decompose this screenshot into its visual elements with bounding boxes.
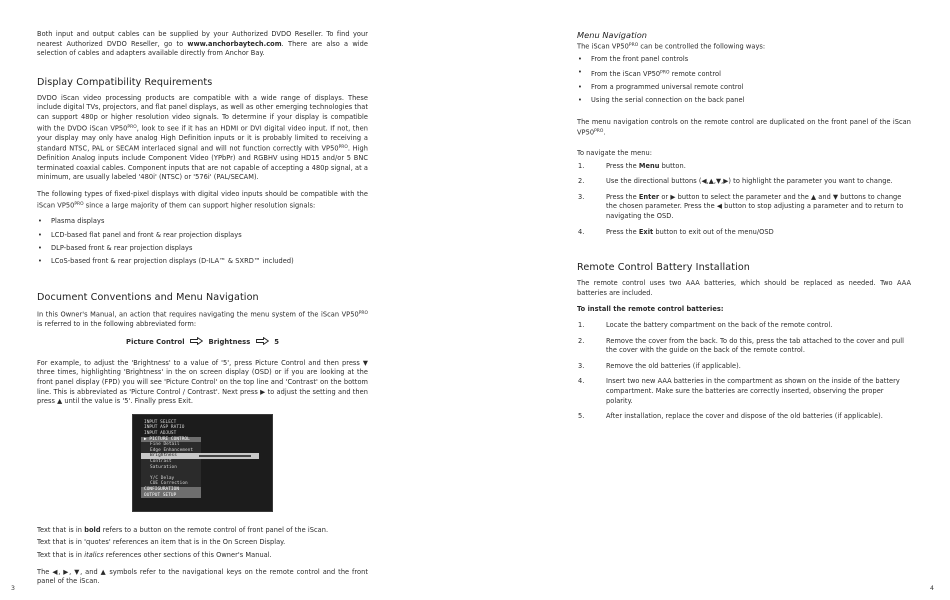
list-item-text: Using the serial connection on the back panel <box>591 95 745 104</box>
osd-menu-screenshot <box>132 414 273 512</box>
step-text: After installation, replace the cover and dispose of the old batteries (if applicable). <box>606 412 883 421</box>
nav-path-step: Picture Control <box>126 338 185 347</box>
list-item <box>37 257 368 267</box>
display-compat-para2: The following types of fixed-pixel displays with digital video inputs should be compatible with the iScan $VP50^{PRO}$ since a large majority of them can support higher resolution signals: <box>37 189 368 209</box>
right-page <box>475 0 950 600</box>
duplicated-controls-note: The menu navigation controls on the remote control are duplicated on the front panel of the iScan $VP50^{PRO}$. <box>577 117 911 137</box>
menu-nav-heading: Menu Navigation <box>577 30 647 40</box>
step-item <box>577 162 911 172</box>
bullet-icon: • <box>38 230 42 239</box>
step-number: 5. <box>578 412 585 421</box>
intro-paragraph: Both input and output cables can be supplied by your Authorized DVDO Reseller. To find your nearest Authorized DVDO Reseller, go to www.anchorbaytech.com. There are also a wide selection of cables and adapters available directly from Anchor Bay. <box>37 30 369 58</box>
step-text: Insert two new AAA batteries in the compartment as shown on the inside of the battery compartment. Make sure the batteries are correctly inserted, observing the proper polarity. <box>606 377 900 405</box>
bullet-icon: • <box>578 82 582 91</box>
osd-menu-item: CONFIGURATION <box>141 487 201 493</box>
step-text: Remove the old batteries (if applicable). <box>606 361 741 370</box>
osd-menu <box>141 420 259 498</box>
list-item <box>577 96 911 106</box>
page-number: 4 <box>930 585 934 592</box>
step-number: 3. <box>578 361 585 370</box>
osd-menu-item: INPUT SELECT <box>144 419 177 425</box>
step-item <box>577 377 911 406</box>
list-item <box>577 68 911 79</box>
osd-menu-item: OUTPUT SETUP <box>141 493 201 499</box>
step-item <box>577 362 911 372</box>
step-item <box>577 193 911 222</box>
bullet-icon: • <box>38 217 42 226</box>
step-text: Locate the battery compartment on the back of the remote control. <box>606 321 833 330</box>
step-text: Use the directional buttons (◀,▲,▼,▶) to highlight the parameter you want to change. <box>606 177 893 186</box>
list-item <box>577 55 911 65</box>
bold-convention-note: Text that is in bold refers to a button on the remote control of front panel of the iScan. <box>37 525 329 534</box>
osd-value-bar <box>199 455 251 458</box>
navigate-steps-list <box>577 162 911 238</box>
list-item-text: From a programmed universal remote control <box>591 82 744 91</box>
quotes-convention-note: Text that is in 'quotes' references an item that is in the On Screen Display. <box>37 538 286 547</box>
battery-steps-list <box>577 321 911 422</box>
step-item <box>577 337 911 356</box>
list-item-text: DLP-based front & rear projection displays <box>51 243 193 252</box>
osd-selected-label: Brightness <box>150 453 177 459</box>
doc-conventions-heading: Document Conventions and Menu Navigation <box>37 291 259 303</box>
osd-menu-item-active: ▶ PICTURE CONTROL <box>141 437 201 443</box>
battery-subheading: To install the remote control batteries: <box>577 305 724 314</box>
step-number: 3. <box>578 192 585 201</box>
bullet-icon: • <box>578 95 582 104</box>
symbols-convention-note: The ◀, ▶, ▼, and ▲ symbols refer to the navigational keys on the remote control and the front panel of the iScan. <box>37 567 368 586</box>
nav-path-step: Brightness <box>208 338 251 347</box>
menu-nav-intro: The iScan $VP50^{PRO}$ can be controlled the following ways: <box>577 42 766 51</box>
list-item-text: LCoS-based front & rear projection displays (D-ILA™ & SXRD™ included) <box>51 257 294 266</box>
step-text: Press the Exit button to exit out of the menu/OSD <box>606 227 774 236</box>
list-item <box>37 231 368 241</box>
step-number: 1. <box>578 161 585 170</box>
list-item <box>577 83 911 93</box>
doc-conventions-para1: In this Owner's Manual, an action that requires navigating the menu system of the iScan $VP50^{PRO}$ is referred to in the following abbreviated form: <box>37 310 368 328</box>
list-item-text: LCD-based flat panel and front & rear projection displays <box>51 230 242 239</box>
italics-convention-note: Text that is in italics references other sections of this Owner's Manual. <box>37 550 272 559</box>
osd-submenu-item: Contrast <box>141 459 201 465</box>
osd-submenu-item: CUE Correction <box>141 481 201 487</box>
step-number: 2. <box>578 177 585 186</box>
control-methods-list <box>577 55 911 106</box>
osd-submenu-item: Y/C Delay <box>141 476 201 482</box>
bullet-icon: • <box>578 54 582 63</box>
list-item <box>37 217 368 227</box>
left-column <box>37 30 368 594</box>
list-item <box>37 244 368 254</box>
step-item <box>577 177 911 187</box>
list-item-text: Plasma displays <box>51 217 105 226</box>
step-number: 2. <box>578 336 585 345</box>
list-item-text: From the front panel controls <box>591 54 689 63</box>
step-number: 4. <box>578 377 585 386</box>
outline-arrow-icon <box>256 337 269 345</box>
step-item <box>577 228 911 238</box>
display-compat-para1: DVDO iScan video processing products are compatible with a wide range of displays. These include digital TVs, projectors, and flat panel displays, as well as other emerging technologies that can support 480p or higher resolution video signals. To determine if your display is compatible with the DVDO iScan $VP50^{PRO}$, look to see if it has an HDMI or DVI digital video input. If not, then your display may only have analog High Definition inputs or it is probably limited to receiving a standard NTSC, PAL or SECAM interlaced signal and will not function correctly with $VP50^{PRO}$. High Definition Analog inputs include Component Video (YPbPr) and RGBHV using HD15 and/or 5 BNC terminated coaxial cables. Component inputs that are not capable of accepting a 480p signal, at a minimum, are usually labeled '480i' (NTSC) or '576i' (PAL/SECAM). <box>37 93 368 182</box>
outline-arrow-icon <box>190 337 203 345</box>
osd-menu-item: INPUT ASP RATIO <box>144 425 185 431</box>
to-navigate-label: To navigate the menu: <box>577 149 652 158</box>
nav-path-example <box>37 337 368 348</box>
right-column <box>577 30 911 430</box>
bullet-icon: • <box>578 68 582 77</box>
page-number: 3 <box>11 585 15 592</box>
osd-submenu-item-selected <box>141 453 259 459</box>
bullet-icon: • <box>38 257 42 266</box>
nav-path-step: 5 <box>274 338 279 347</box>
battery-heading: Remote Control Battery Installation <box>577 262 750 274</box>
display-types-list <box>37 217 368 266</box>
doc-conventions-para2: For example, to adjust the 'Brightness' to a value of '5', press Picture Control and then press ▼ three times, highlighting 'Brightness' in the on screen display (OSD) or if you are looking at the front panel display (FPD) you will see 'Picture Control' on the top line and 'Contrast' on the bottom line. This is abbreviated as 'Picture Control / Contrast'. Next press ▶ to adjust the setting and then press ▲ until the value is '5'. Finally press Exit. <box>37 358 368 406</box>
step-text: Press the Enter or ▶ button to select the parameter and the ▲ and ▼ buttons to change the chosen parameter. Press the ◀ button to stop adjusting a parameter and to return to navigating the OSD. <box>606 192 904 221</box>
step-number: 4. <box>578 227 585 236</box>
step-text: Press the Menu button. <box>606 161 686 170</box>
step-text: Remove the cover from the back. To do this, press the tab attached to the cover and pull the cover with the guide on the back of the remote control. <box>606 336 904 355</box>
osd-submenu-item: Saturation <box>141 465 201 471</box>
osd-submenu-item: Edge Enhancement <box>141 448 201 454</box>
battery-intro: The remote control uses two AAA batteries, which should be replaced as needed. Two AAA batteries are included. <box>577 279 911 297</box>
step-item <box>577 321 911 331</box>
osd-menu-item: INPUT ADJUST <box>144 430 177 436</box>
step-number: 1. <box>578 321 585 330</box>
bullet-icon: • <box>38 243 42 252</box>
list-item-text: From the iScan $VP50^{PRO}$ remote control <box>591 69 721 78</box>
step-item <box>577 412 911 422</box>
display-compat-heading: Display Compatibility Requirements <box>37 76 213 88</box>
osd-submenu-item: Fine Detail <box>141 442 201 448</box>
